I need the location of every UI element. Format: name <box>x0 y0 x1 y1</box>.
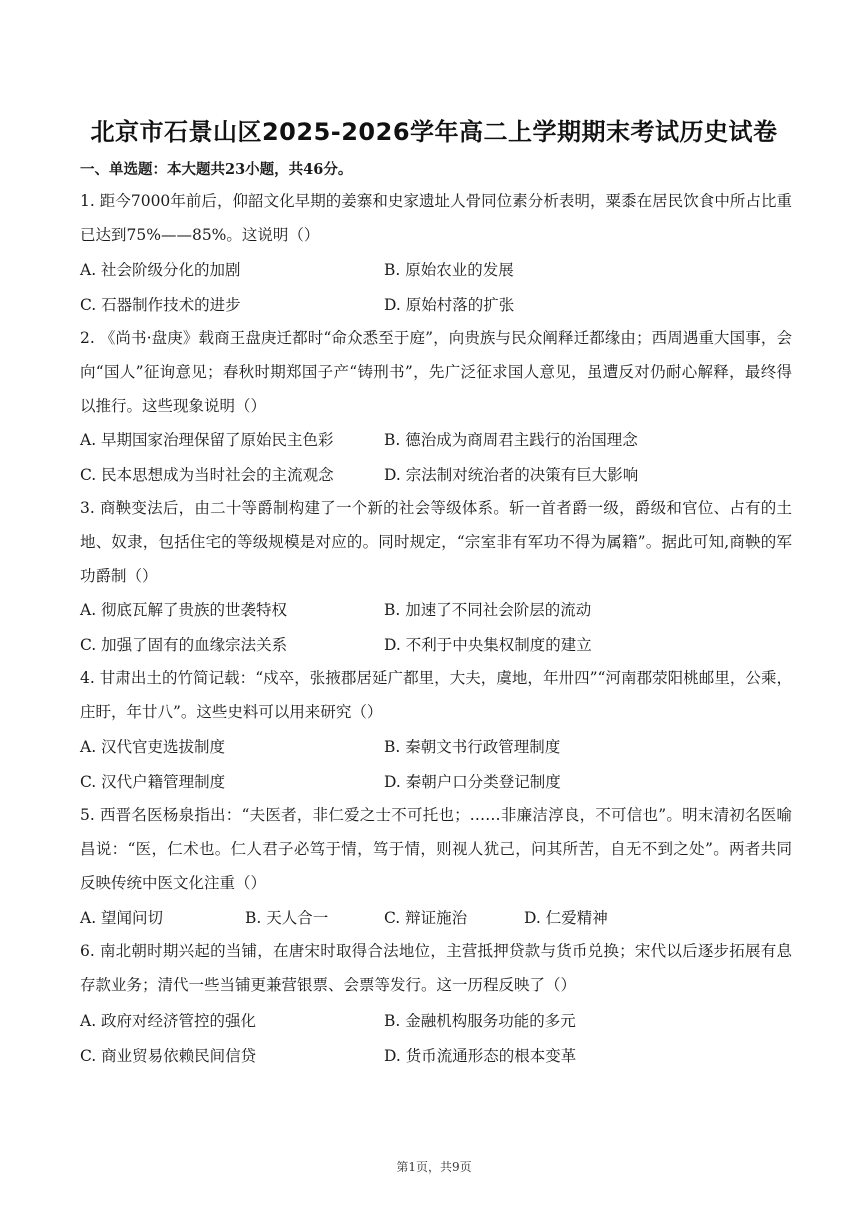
option-b: B. 金融机构服务功能的多元 <box>384 1012 576 1030</box>
option-b: B. 原始农业的发展 <box>384 261 514 279</box>
option-c: C. 加强了固有的血缘宗法关系 <box>80 636 288 654</box>
question-stem: 3. 商鞅变法后，由二十等爵制构建了一个新的社会等级体系。斩一首者爵一级，爵级和官位、占有的土地、奴隶，包括住宅的等级规模是对应的。同时规定，“宗室非有军功不得为属籍”。据此可知,商鞅的军功爵制（） <box>80 499 792 585</box>
option-d: D. 货币流通形态的根本变革 <box>384 1047 577 1065</box>
option-b: B. 加速了不同社会阶层的流动 <box>384 601 592 619</box>
question-stem: 6. 南北朝时期兴起的当铺，在唐宋时取得合法地位，主营抵押贷款与货币兑换；宋代以后逐步拓展有息存款业务；清代一些当铺更兼营银票、会票等发行。这一历程反映了（） <box>80 942 792 994</box>
question-stem: 1. 距今7000年前后，仰韶文化早期的姜寨和史家遗址人骨同位素分析表明，粟黍在居民饮食中所占比重已达到75%——85%。这说明（） <box>80 192 792 244</box>
question-stem: 2. 《尚书·盘庚》载商王盘庚迁都时“命众悉至于庭”，向贵族与民众阐释迁都缘由；西周遇重大国事，会向“国人”征询意见；春秋时期郑国子产“铸刑书”，先广泛征求国人意见，虽遭反对仍耐心解释，最终得以推行。这些现象说明（） <box>80 329 792 415</box>
option-a: A. 汉代官吏选拔制度 <box>80 738 226 756</box>
option-d: D. 秦朝户口分类登记制度 <box>384 773 561 791</box>
option-c: C. 商业贸易依赖民间信贷 <box>80 1047 257 1065</box>
question-stem: 4. 甘肃出土的竹简记载：“戍卒，张掖郡居延广都里，大夫，虞地，年卅四”“河南郡荥阳桃邮里，公乘，庄盱，年廿八”。这些史料可以用来研究（） <box>80 669 792 721</box>
option-b: B. 德治成为商周君主践行的治国理念 <box>384 431 638 449</box>
option-c: C. 汉代户籍管理制度 <box>80 773 226 791</box>
exam-title: 北京市石景山区2025-2026学年高二上学期期末考试历史试卷 <box>90 118 778 146</box>
option-c: C. 石器制作技术的进步 <box>80 296 241 314</box>
option-d: D. 不利于中央集权制度的建立 <box>384 636 592 654</box>
option-c: C. 辩证施治 <box>384 909 468 927</box>
option-a: A. 政府对经济管控的强化 <box>80 1012 257 1030</box>
question-stem: 5. 西晋名医杨泉指出：“夫医者，非仁爱之士不可托也；……非廉洁淳良，不可信也”。明末清初名医喻昌说：“医，仁术也。仁人君子必笃于情，笃于情，则视人犹己，问其所苦，自无不到之处”。两者共同反映传统中医文化注重（） <box>80 806 792 892</box>
section-heading: 一、单选题：本大题共23小题，共46分。 <box>80 161 353 178</box>
option-a: A. 望闻问切 <box>80 909 164 927</box>
option-d: D. 宗法制对统治者的决策有巨大影响 <box>384 466 639 484</box>
option-d: D. 仁爱精神 <box>524 909 608 927</box>
option-c: C. 民本思想成为当时社会的主流观念 <box>80 466 334 484</box>
option-a: A. 社会阶级分化的加剧 <box>80 261 241 279</box>
page-footer: 第1页，共9页 <box>396 1160 472 1174</box>
option-a: A. 彻底瓦解了贵族的世袭特权 <box>80 601 288 619</box>
option-b: B. 秦朝文书行政管理制度 <box>384 738 561 756</box>
option-a: A. 早期国家治理保留了原始民主色彩 <box>80 431 334 449</box>
option-d: D. 原始村落的扩张 <box>384 296 515 314</box>
option-b: B. 天人合一 <box>245 909 329 927</box>
